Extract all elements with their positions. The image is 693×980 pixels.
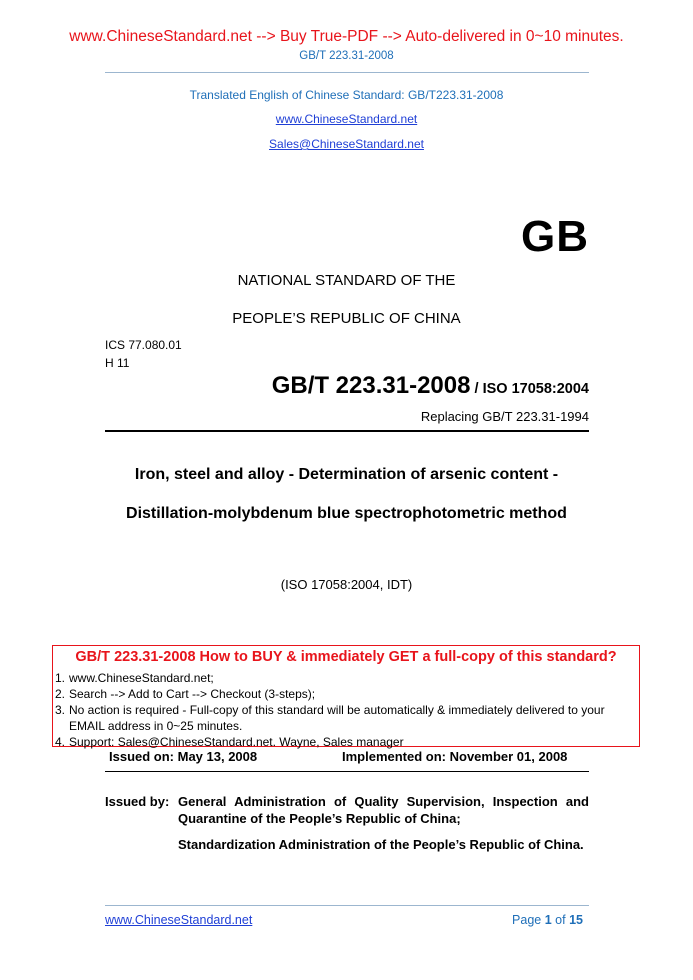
- step-text: No action is required - Full-copy of this standard will be automatically & immediately delivered to your EMAIL address in 0~25 minutes.: [69, 703, 605, 733]
- standard-number: [272, 372, 589, 400]
- title-divider: [105, 430, 589, 432]
- step-text: Search --> Add to Cart --> Checkout (3-steps);: [69, 687, 316, 701]
- national-standard-line2: PEOPLE’S REPUBLIC OF CHINA: [232, 310, 461, 327]
- footer-website-link[interactable]: www.ChineseStandard.net: [105, 913, 253, 927]
- gb-mark: GB: [521, 212, 589, 261]
- list-item: [53, 702, 639, 734]
- page-total: 15: [569, 913, 583, 927]
- document-title-line2: Distillation-molybdenum blue spectrophotometric method: [126, 505, 567, 522]
- buy-steps-list: [53, 670, 639, 750]
- issued-by-section: [105, 793, 589, 853]
- page-number: 1: [544, 913, 552, 927]
- iso-equivalence: (ISO 17058:2004, IDT): [280, 577, 413, 592]
- top-banner[interactable]: www.ChineseStandard.net --> Buy True-PDF --> Auto-delivered in 0~10 minutes.: [69, 28, 624, 45]
- email-link[interactable]: Sales@ChineseStandard.net: [269, 137, 424, 151]
- step-number: 3.: [55, 703, 66, 717]
- list-item[interactable]: [53, 734, 639, 750]
- issued-date: Issued on: May 13, 2008: [109, 749, 258, 764]
- issuer-2: Standardization Administration of the People’s Republic of China.: [178, 837, 584, 852]
- header-divider: [105, 72, 589, 73]
- buy-notice-box: [52, 645, 640, 747]
- page-of: of: [555, 913, 566, 927]
- header-standard-number: GB/T 223.31-2008: [299, 50, 394, 62]
- replacing-note: Replacing GB/T 223.31-1994: [420, 409, 589, 424]
- buy-notice-title: GB/T 223.31-2008 How to BUY & immediately GET a full-copy of this standard?: [75, 649, 617, 665]
- list-item: [53, 686, 639, 702]
- issued-by-label: Issued by:: [105, 794, 170, 809]
- step-number: 4.: [55, 735, 66, 749]
- step-text: Support: Sales@ChineseStandard.net. Wayne, Sales manager: [69, 735, 404, 749]
- ics-code: ICS 77.080.01: [105, 338, 182, 352]
- list-item[interactable]: [53, 670, 639, 686]
- dates-divider: [105, 771, 589, 772]
- implemented-date: Implemented on: November 01, 2008: [342, 749, 568, 764]
- issuer-1: General Administration of Quality Supervision, Inspection and Quarantine of the People’s Republic of China;: [178, 794, 589, 826]
- footer-divider: [105, 905, 589, 906]
- step-text: www.ChineseStandard.net;: [69, 671, 214, 685]
- step-number: 2.: [55, 687, 66, 701]
- iso-number: ISO 17058:2004: [482, 381, 589, 397]
- step-number: 1.: [55, 671, 66, 685]
- document-title-line1: Iron, steel and alloy - Determination of arsenic content -: [134, 466, 559, 483]
- translated-notice: Translated English of Chinese Standard: GB/T223.31-2008: [189, 88, 504, 102]
- h-code: H 11: [105, 356, 130, 370]
- national-standard-line1: NATIONAL STANDARD OF THE: [237, 272, 456, 289]
- page-label: Page: [512, 913, 542, 927]
- page-indicator: [512, 913, 583, 927]
- number-separator: /: [470, 381, 483, 397]
- gb-number: GB/T 223.31-2008: [271, 372, 471, 399]
- website-link[interactable]: www.ChineseStandard.net: [275, 112, 418, 126]
